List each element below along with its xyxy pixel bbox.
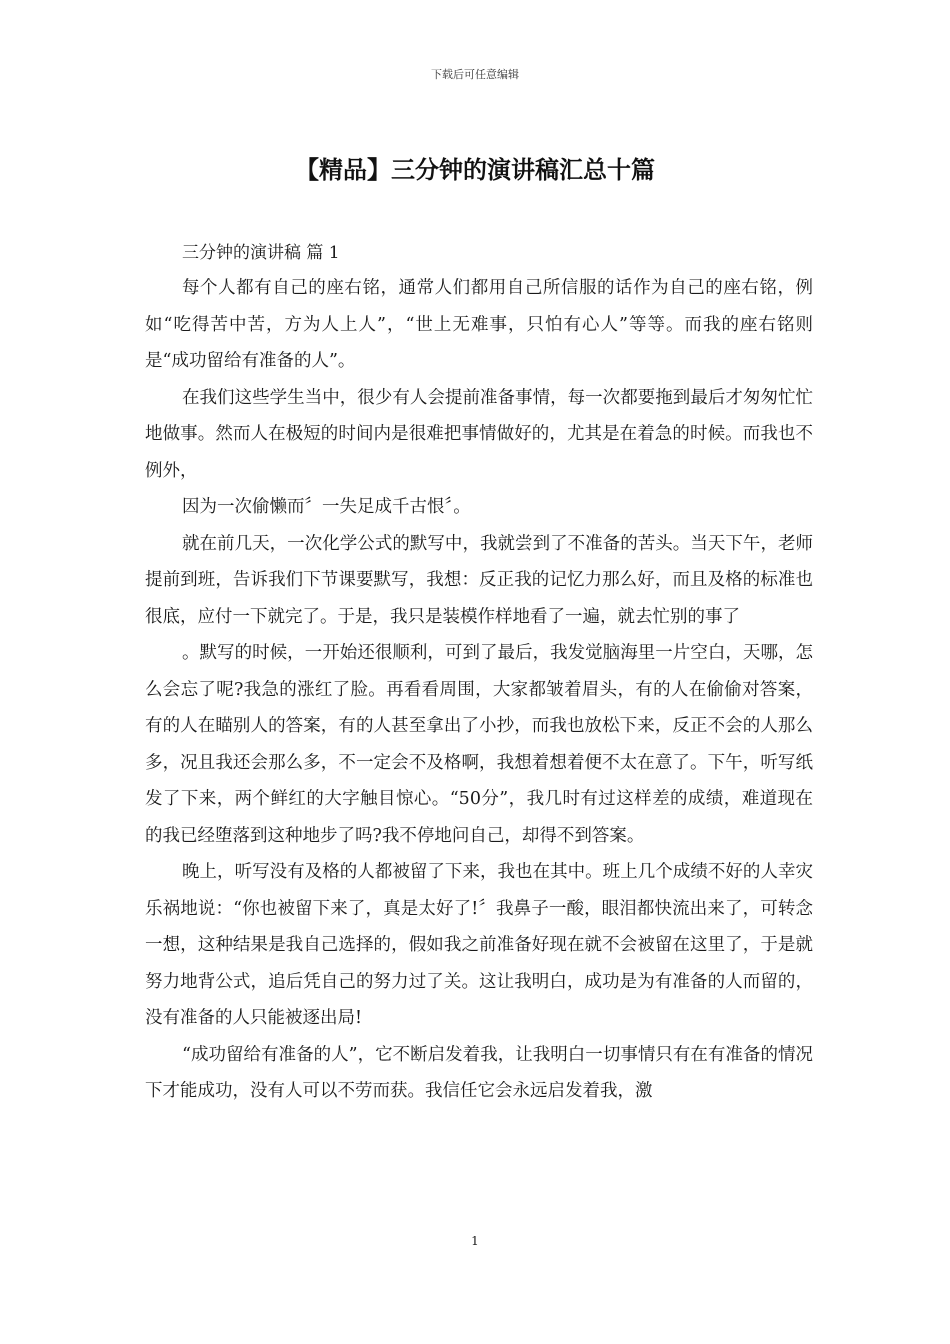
- paragraph: 晚上，听写没有及格的人都被留了下来，我也在其中。班上几个成绩不好的人幸灾乐祸地说：“你也被留下来了，真是太好了!〞我鼻子一酸，眼泪都快流出来了，可转念一想，这种结果是我自己选择的，假如我之前准备好现在就不会被留在这里了，于是就努力地背公式，追后凭自己的努力过了关。这让我明白，成功是为有准备的人而留的，没有准备的人只能被逐出局!: [145, 862, 813, 1028]
- paragraph: 因为一次偷懒而〞一失足成千古恨〞。: [182, 497, 471, 517]
- page-number: 1: [471, 1234, 479, 1248]
- document-title: 【精品】三分钟的演讲稿汇总十篇: [295, 156, 655, 184]
- paragraph: 每个人都有自己的座右铭，通常人们都用自己所信服的话作为自己的座右铭，例如“吃得苦中苦，方为人上人”，“世上无难事，只怕有心人”等等。而我的座右铭则是“成功留给有准备的人”。: [145, 278, 813, 371]
- paragraph: 就在前几天，一次化学公式的默写中，我就尝到了不准备的苦头。当天下午，老师提前到班，告诉我们下节课要默写，我想：反正我的记忆力那么好，而且及格的标准也很底，应付一下就完了。于是，我只是装模作样地看了一遍，就去忙别的事了: [145, 533, 813, 627]
- paragraph: “成功留给有准备的人”，它不断启发着我，让我明白一切事情只有在有准备的情况下才能成功，没有人可以不劳而获。我信任它会永远启发着我，激: [145, 1044, 813, 1101]
- paragraph: 。默写的时候，一开始还很顺利，可到了最后，我发觉脑海里一片空白，天哪，怎么会忘了呢?我急的涨红了脸。再看看周围，大家都皱着眉头，有的人在偷偷对答案，有的人在瞄别人的答案，有的人甚至拿出了小抄，而我也放松下来，反正不会的人那么多，况且我还会那么多，不一定会不及格啊，我想着想着便不太在意了。下午，听写纸发了下来，两个鲜红的大字触目惊心。“50分”，我几时有过这样差的成绩，难道现在的我已经堕落到这种地步了吗?我不停地问自己，却得不到答案。: [145, 643, 813, 846]
- document-body: [145, 236, 813, 1110]
- paragraph: 在我们这些学生当中，很少有人会提前准备事情，每一次都要拖到最后才匆匆忙忙地做事。然而人在极短的时间内是很难把事情做好的，尤其是在着急的时候。而我也不例外，: [145, 387, 813, 481]
- section-heading: 三分钟的演讲稿 篇 1: [182, 243, 340, 263]
- header-note: 下载后可任意编辑: [431, 68, 519, 81]
